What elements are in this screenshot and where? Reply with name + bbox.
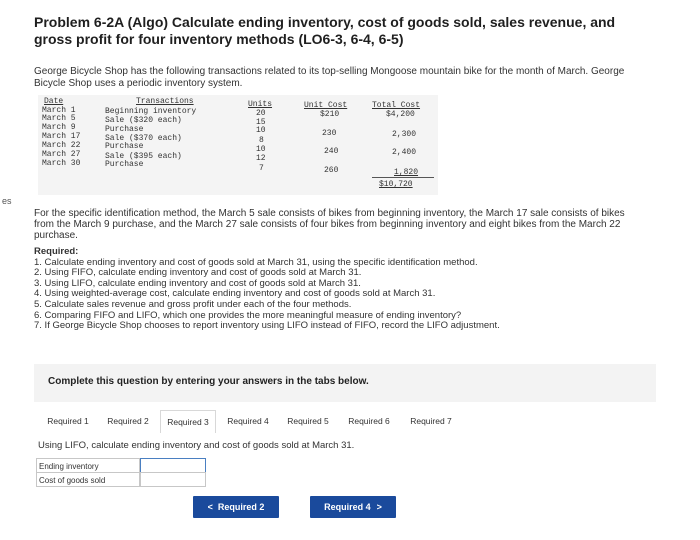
- row-units: 10: [256, 126, 266, 135]
- row-transaction: Beginning inventory: [105, 107, 197, 116]
- row-date: March 9: [42, 123, 76, 132]
- header-transactions: Transactions: [136, 97, 194, 106]
- grand-total: $10,720: [379, 180, 413, 189]
- row-transaction: Sale ($320 each): [105, 116, 182, 125]
- required-item: 5. Calculate sales revenue and gross profit under each of the four methods.: [34, 298, 352, 310]
- ending-inventory-label: Ending inventory: [36, 458, 140, 473]
- required-item: 6. Comparing FIFO and LIFO, which one provides the more meaningful measure of ending inventory?: [34, 309, 462, 321]
- row-units: 15: [256, 118, 266, 127]
- row-transaction: Sale ($370 each): [105, 134, 182, 143]
- row-transaction: Purchase: [105, 160, 144, 169]
- required-tabs: [34, 410, 656, 432]
- required-item: 2. Using FIFO, calculate ending inventory and cost of goods sold at March 31.: [34, 267, 362, 279]
- tab-required-2[interactable]: Required 2: [107, 416, 149, 426]
- row-units: 7: [259, 164, 264, 173]
- row-date: March 5: [42, 114, 76, 123]
- ending-inventory-input[interactable]: [140, 458, 206, 473]
- next-button[interactable]: [310, 496, 396, 518]
- required-item: 1. Calculate ending inventory and cost of goods sold at March 31, using the specific identification method.: [34, 256, 478, 268]
- row-unit-cost: 240: [324, 147, 339, 156]
- tab-required-6[interactable]: Required 6: [348, 416, 390, 426]
- row-date: March 1: [42, 106, 76, 115]
- row-transaction: Purchase: [105, 142, 144, 151]
- row-units: 10: [256, 145, 266, 154]
- header-units: Units: [248, 100, 273, 109]
- header-unit-cost: Unit Cost: [304, 101, 348, 110]
- problem-title: Problem 6-2A (Algo) Calculate ending inventory, cost of goods sold, sales revenue, and gross profit for four inventory methods (LO6-3, 6-4, 6-5): [34, 14, 616, 47]
- next-button-label: Required 4: [324, 502, 371, 512]
- tab-instruction: Using LIFO, calculate ending inventory and cost of goods sold at March 31.: [38, 440, 355, 451]
- transactions-table: [38, 95, 438, 195]
- required-item: 7. If George Bicycle Shop chooses to report inventory using LIFO instead of FIFO, record the LIFO adjustment.: [34, 320, 500, 332]
- header-total-cost: Total Cost: [372, 101, 421, 110]
- row-units: 8: [259, 136, 264, 145]
- required-item: 4. Using weighted-average cost, calculate ending inventory and cost of goods sold at March 31.: [34, 288, 436, 300]
- tab-required-3[interactable]: Required 3: [160, 410, 216, 433]
- row-total-cost: 1,820: [394, 168, 419, 177]
- cost-of-goods-sold-label: Cost of goods sold: [36, 472, 140, 487]
- prev-button-label: Required 2: [217, 502, 265, 512]
- specific-identification-note: For the specific identification method, the March 5 sale consists of bikes from beginning inventory, the March 17 sale consists of bikes from the March 9 purchase, and the March 27 sale consists of four bikes from beginning inventory and eight bikes from the March 22 purchase.: [34, 208, 625, 241]
- tab-required-7[interactable]: Required 7: [410, 416, 452, 426]
- problem-intro: George Bicycle Shop has the following transactions related to its top-selling Mongoose mountain bike for the month of March. George Bicycle Shop uses a periodic inventory system.: [34, 66, 625, 89]
- prev-button[interactable]: [193, 496, 279, 518]
- row-transaction: Purchase: [105, 125, 144, 134]
- tab-required-4[interactable]: Required 4: [227, 416, 269, 426]
- row-date: March 17: [42, 132, 81, 141]
- chevron-right-icon: >: [376, 502, 382, 512]
- row-total-cost: 2,300: [392, 130, 417, 139]
- header-date: Date: [44, 97, 64, 106]
- row-units: 12: [256, 154, 266, 163]
- tab-required-5[interactable]: Required 5: [287, 416, 329, 426]
- row-date: March 30: [42, 159, 81, 168]
- row-date: March 27: [42, 150, 81, 159]
- row-units: 20: [256, 109, 266, 118]
- cost-of-goods-sold-input[interactable]: [140, 472, 206, 487]
- row-transaction: Sale ($395 each): [105, 152, 182, 161]
- panel-instruction: Complete this question by entering your answers in the tabs below.: [48, 376, 369, 387]
- chevron-left-icon: <: [207, 502, 213, 512]
- row-unit-cost: 260: [324, 166, 339, 175]
- row-date: March 22: [42, 141, 81, 150]
- side-margin-label: es: [2, 196, 12, 206]
- row-unit-cost: $210: [320, 110, 340, 119]
- required-heading: Required:: [34, 246, 79, 257]
- answer-grid: [36, 458, 206, 490]
- required-list: [34, 247, 654, 332]
- tab-required-1[interactable]: Required 1: [47, 416, 89, 426]
- row-total-cost: $4,200: [386, 110, 415, 119]
- row-unit-cost: 230: [322, 129, 337, 138]
- total-rule: [372, 177, 434, 178]
- instructions-panel: [34, 364, 656, 402]
- row-total-cost: 2,400: [392, 148, 417, 157]
- required-item: 3. Using LIFO, calculate ending inventory and cost of goods sold at March 31.: [34, 277, 361, 289]
